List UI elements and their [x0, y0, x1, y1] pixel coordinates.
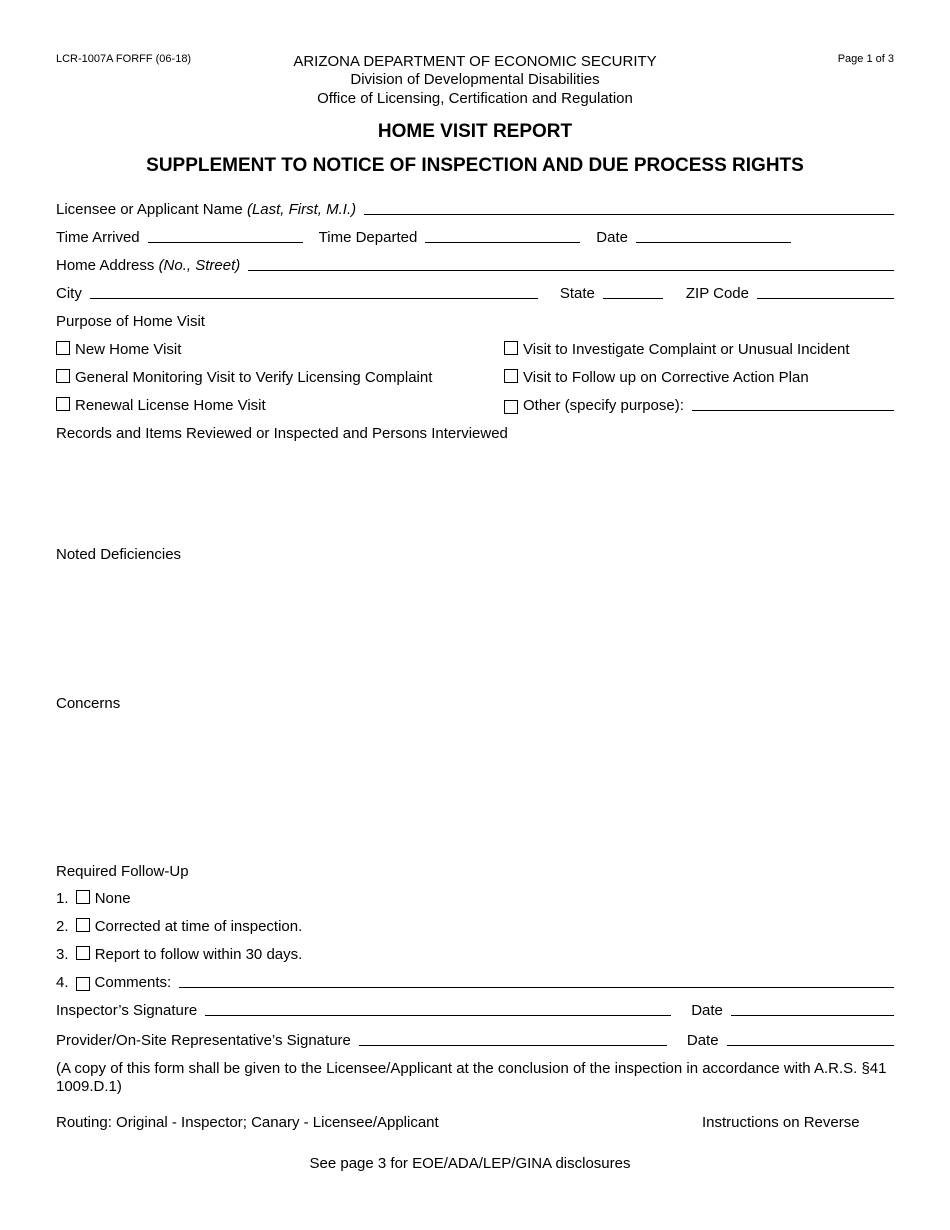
deficiencies-label: Noted Deficiencies [56, 546, 182, 563]
inspector-signature-label: Inspector’s Signature [56, 1002, 198, 1019]
page-subtitle: SUPPLEMENT TO NOTICE OF INSPECTION AND DUE PROCESS RIGHTS [146, 155, 804, 176]
licensee-label: Licensee or Applicant Name [56, 201, 243, 218]
corrected-label: Corrected at time of inspection. [94, 918, 303, 935]
address-row [56, 257, 894, 274]
inspector-signature-field[interactable] [205, 1014, 671, 1016]
time-arrived-field[interactable] [148, 241, 303, 243]
city-label: City [56, 285, 82, 302]
time-departed-label: Time Departed [318, 229, 418, 246]
followup-number: 2. [56, 918, 69, 935]
purpose-label: Purpose of Home Visit [56, 313, 205, 330]
office-name: Office of Licensing, Certification and Regulation [317, 90, 633, 107]
followup-item-comments [56, 974, 894, 991]
other-checkbox[interactable] [504, 400, 518, 414]
general-monitoring-checkbox[interactable] [56, 369, 70, 383]
date-field[interactable] [636, 241, 791, 243]
licensee-row [56, 201, 894, 218]
routing-note: Routing: Original - Inspector; Canary - Licensee/Applicant [56, 1114, 439, 1131]
copy-note: (A copy of this form shall be given to the Licensee/Applicant at the conclusion of the inspection in accordance with A.R.S. §41 1009.D.1) [56, 1060, 887, 1095]
concerns-area[interactable] [56, 716, 894, 854]
provider-signature-label: Provider/On-Site Representative’s Signature [56, 1032, 351, 1049]
page-number: Page 1 of 3 [837, 53, 894, 65]
inspector-signature-row [56, 1002, 894, 1019]
followup-number: 1. [56, 890, 69, 907]
records-label: Records and Items Reviewed or Inspected and Persons Interviewed [56, 425, 508, 442]
comments-label: Comments: [94, 974, 172, 991]
purpose-other [504, 397, 894, 414]
renewal-checkbox[interactable] [56, 397, 70, 411]
new-visit-checkbox[interactable] [56, 341, 70, 355]
comments-field[interactable] [179, 986, 894, 988]
licensee-hint: (Last, First, M.I.) [246, 201, 357, 218]
purpose-follow-up[interactable] [504, 369, 809, 386]
comments-checkbox[interactable] [76, 977, 90, 991]
follow-up-checkbox[interactable] [504, 369, 518, 383]
followup-number: 3. [56, 946, 69, 963]
division-name: Division of Developmental Disabilities [350, 71, 600, 88]
provider-signature-field[interactable] [359, 1044, 667, 1046]
other-purpose-field[interactable] [692, 409, 894, 411]
state-field[interactable] [603, 297, 663, 299]
state-label: State [559, 285, 595, 302]
time-row [56, 229, 894, 246]
inspector-date-field[interactable] [731, 1014, 894, 1016]
agency-name: ARIZONA DEPARTMENT OF ECONOMIC SECURITY [293, 53, 657, 70]
deficiencies-area[interactable] [56, 567, 894, 687]
home-address-field[interactable] [248, 269, 894, 271]
purpose-general-monitoring[interactable] [56, 369, 432, 386]
followup-item-corrected[interactable] [56, 918, 302, 935]
purpose-renewal[interactable] [56, 397, 266, 414]
renewal-label: Renewal License Home Visit [75, 397, 266, 414]
licensee-name-field[interactable] [364, 213, 894, 215]
followup-number: 4. [56, 974, 69, 991]
other-label: Other (specify purpose): [523, 397, 684, 414]
investigate-label: Visit to Investigate Complaint or Unusual Incident [523, 341, 850, 358]
provider-signature-row [56, 1032, 894, 1049]
concerns-label: Concerns [56, 695, 121, 712]
inspector-date-label: Date [691, 1002, 723, 1019]
none-label: None [94, 890, 131, 907]
records-area[interactable] [56, 446, 894, 538]
purpose-new-visit[interactable] [56, 341, 181, 358]
new-visit-label: New Home Visit [75, 341, 182, 358]
provider-date-label: Date [686, 1032, 719, 1049]
city-row [56, 285, 894, 302]
zip-label: ZIP Code [685, 285, 749, 302]
none-checkbox[interactable] [76, 890, 90, 904]
form-id: LCR-1007A FORFF (06-18) [56, 53, 192, 65]
provider-date-field[interactable] [727, 1044, 894, 1046]
report-label: Report to follow within 30 days. [94, 946, 303, 963]
purpose-investigate[interactable] [504, 341, 850, 358]
date-label: Date [596, 229, 628, 246]
page-title: HOME VISIT REPORT [377, 121, 573, 142]
time-arrived-label: Time Arrived [56, 229, 140, 246]
disclosures-note: See page 3 for EOE/ADA/LEP/GINA disclosures [309, 1155, 631, 1172]
general-monitoring-label: General Monitoring Visit to Verify Licensing Complaint [75, 369, 433, 386]
address-hint: (No., Street) [158, 257, 241, 274]
followup-item-report[interactable] [56, 946, 302, 963]
follow-up-label: Visit to Follow up on Corrective Action Plan [523, 369, 809, 386]
followup-label: Required Follow-Up [56, 863, 189, 880]
investigate-checkbox[interactable] [504, 341, 518, 355]
corrected-checkbox[interactable] [76, 918, 90, 932]
report-checkbox[interactable] [76, 946, 90, 960]
zip-field[interactable] [757, 297, 894, 299]
time-departed-field[interactable] [425, 241, 580, 243]
address-label: Home Address [56, 257, 155, 274]
city-field[interactable] [90, 297, 538, 299]
followup-item-none[interactable] [56, 890, 131, 907]
instructions-note: Instructions on Reverse [702, 1114, 860, 1131]
